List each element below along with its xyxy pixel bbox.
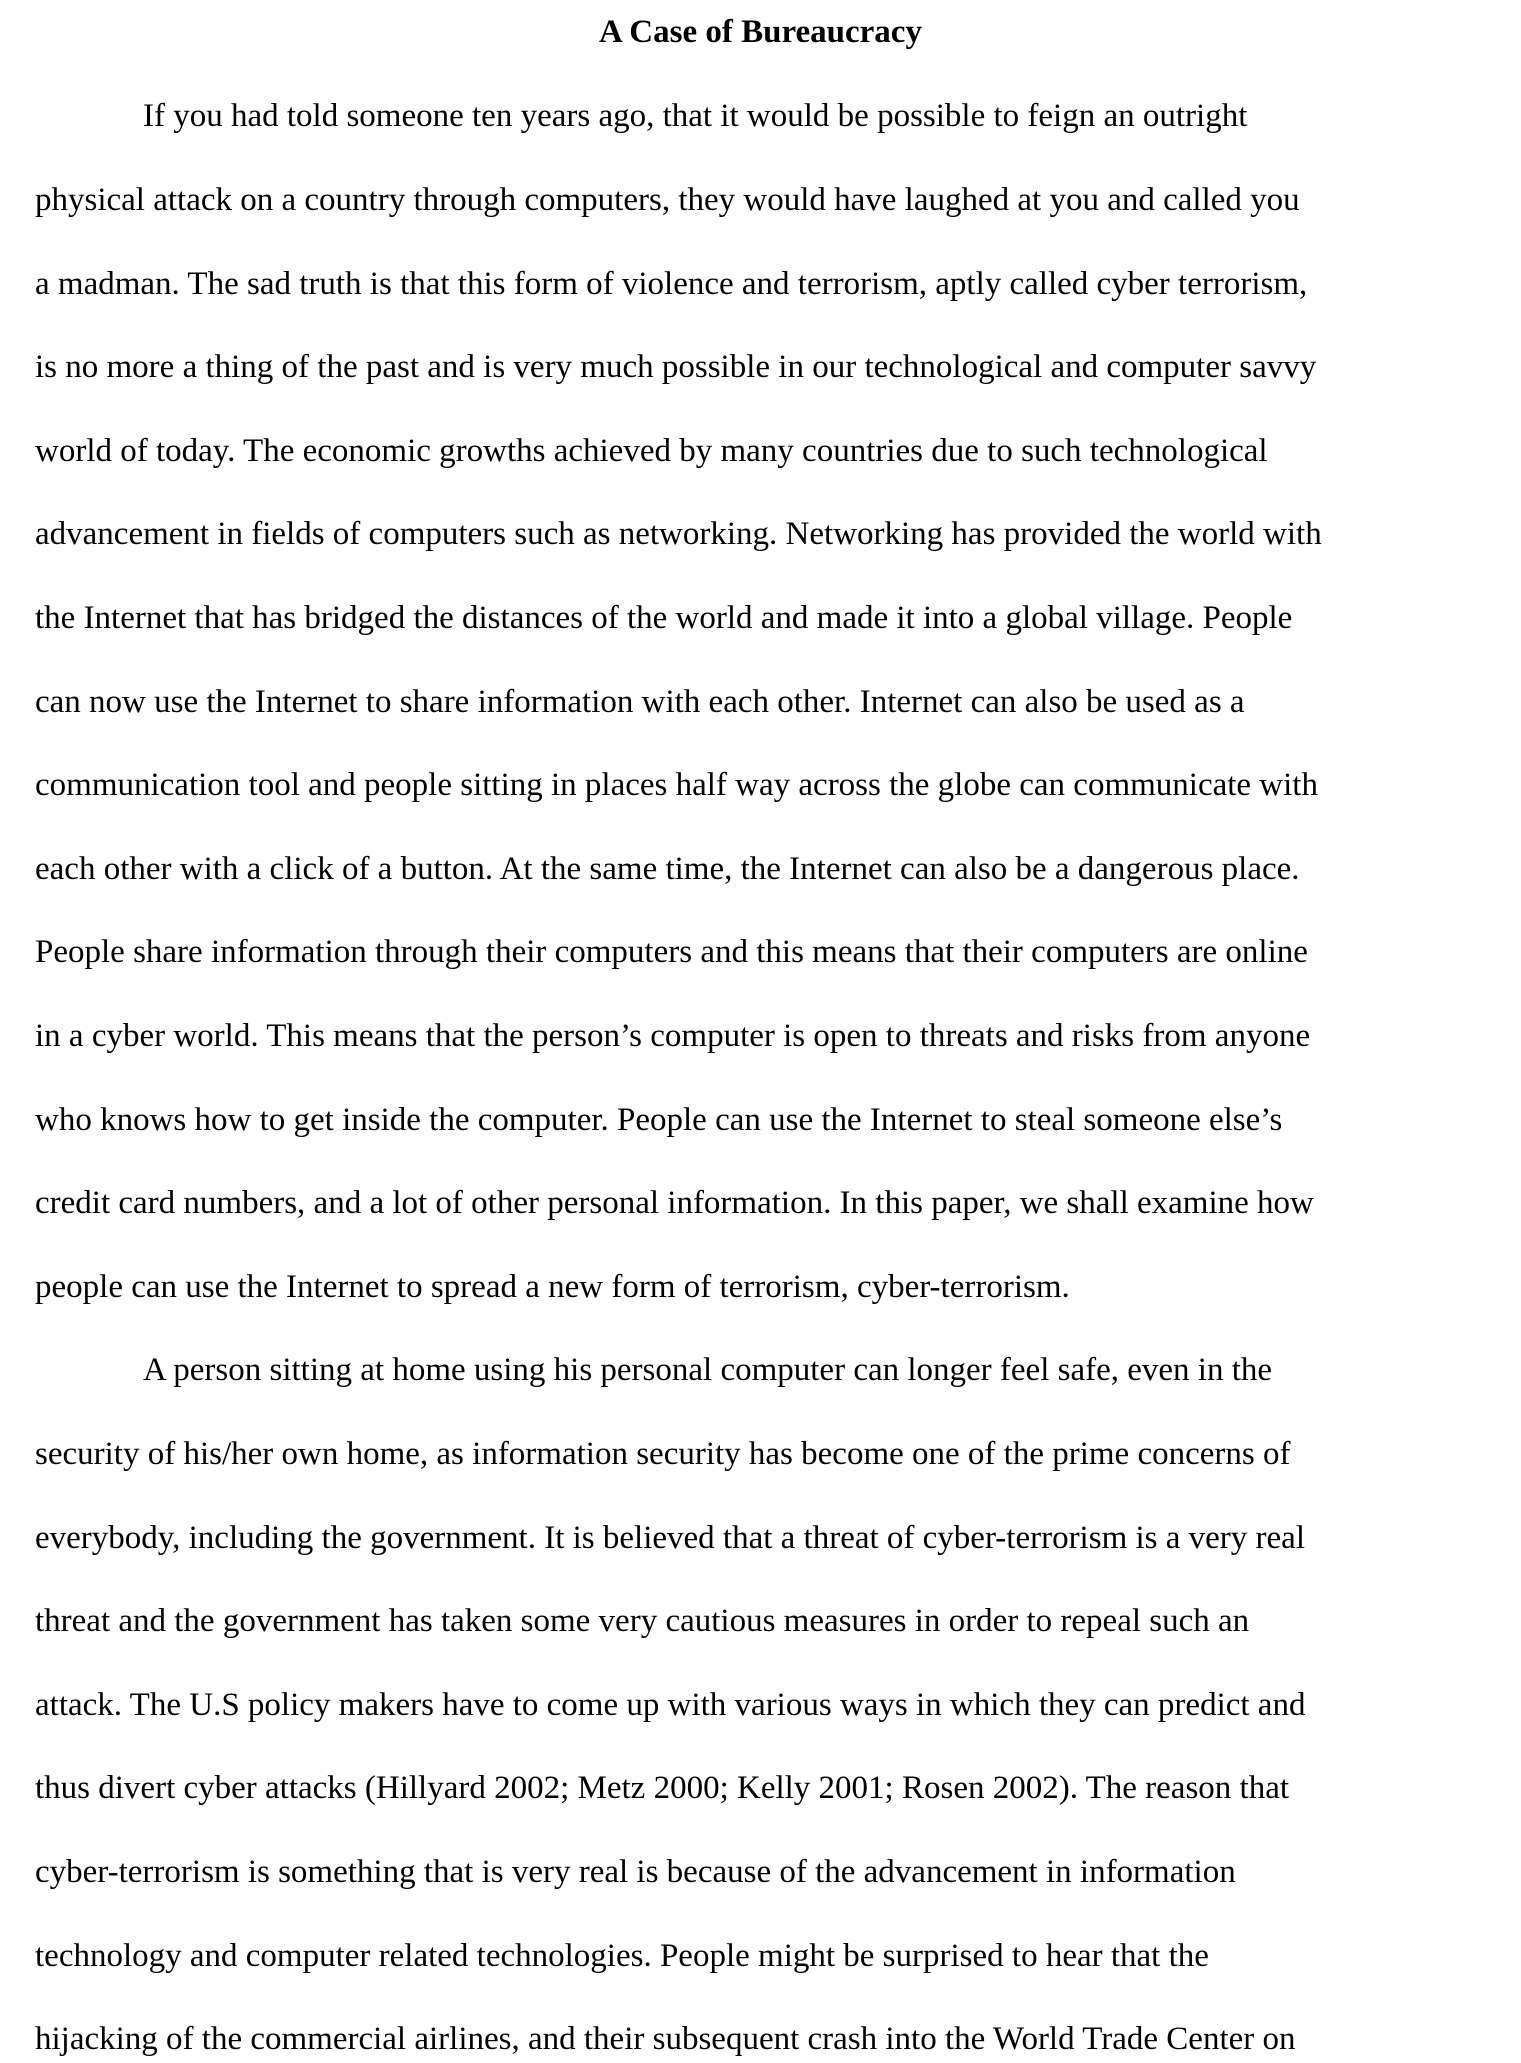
- paragraph-2-line-5: attack. The U.S policy makers have to come up with various ways in which they can predict and: [35, 1687, 1306, 1723]
- paragraph-2-line-3: everybody, including the government. It is believed that a threat of cyber-terrorism is a very real: [35, 1520, 1305, 1556]
- paragraph-1-line-6: advancement in fields of computers such as networking. Networking has provided the world with: [35, 516, 1322, 552]
- paragraph-1-line-5: world of today. The economic growths achieved by many countries due to such technological: [35, 433, 1268, 469]
- paragraph-1-line-13: who knows how to get inside the computer. People can use the Internet to steal someone else’s: [35, 1102, 1283, 1138]
- paragraph-2-line-4: threat and the government has taken some very cautious measures in order to repeal such an: [35, 1603, 1250, 1639]
- paragraph-1-line-2: physical attack on a country through computers, they would have laughed at you and called you: [35, 182, 1300, 218]
- paragraph-1-line-4: is no more a thing of the past and is very much possible in our technological and computer savvy: [35, 349, 1317, 385]
- paragraph-1-line-14: credit card numbers, and a lot of other personal information. In this paper, we shall examine how: [35, 1185, 1314, 1221]
- paragraph-1-line-3: a madman. The sad truth is that this form of violence and terrorism, aptly called cyber terrorism,: [35, 266, 1308, 302]
- paragraph-1-line-7: the Internet that has bridged the distances of the world and made it into a global village. People: [35, 600, 1293, 636]
- paragraph-2-line-2: security of his/her own home, as information security has become one of the prime concerns of: [35, 1436, 1291, 1472]
- paragraph-1-line-12: in a cyber world. This means that the person’s computer is open to threats and risks from anyone: [35, 1018, 1311, 1054]
- paragraph-1-line-15: people can use the Internet to spread a new form of terrorism, cyber-terrorism.: [35, 1269, 1070, 1305]
- paragraph-2-line-1: A person sitting at home using his personal computer can longer feel safe, even in the: [143, 1352, 1273, 1388]
- paragraph-1-line-10: each other with a click of a button. At the same time, the Internet can also be a dangerous place.: [35, 851, 1300, 887]
- paragraph-2-line-8: technology and computer related technologies. People might be surprised to hear that the: [35, 1938, 1209, 1974]
- paragraph-1-line-9: communication tool and people sitting in places half way across the globe can communicate with: [35, 767, 1318, 803]
- paragraph-1-line-8: can now use the Internet to share information with each other. Internet can also be used as a: [35, 684, 1245, 720]
- paragraph-1-line-11: People share information through their computers and this means that their computers are online: [35, 934, 1308, 970]
- paragraph-2-line-9: hijacking of the commercial airlines, and their subsequent crash into the World Trade Center on: [35, 2021, 1296, 2057]
- paragraph-2-line-7: cyber-terrorism is something that is very real is because of the advancement in information: [35, 1854, 1236, 1890]
- paragraph-2-line-6: thus divert cyber attacks (Hillyard 2002; Metz 2000; Kelly 2001; Rosen 2002). The reason that: [35, 1770, 1290, 1806]
- document-title: A Case of Bureaucracy: [599, 14, 922, 50]
- paragraph-1-line-1: If you had told someone ten years ago, that it would be possible to feign an outright: [143, 98, 1248, 134]
